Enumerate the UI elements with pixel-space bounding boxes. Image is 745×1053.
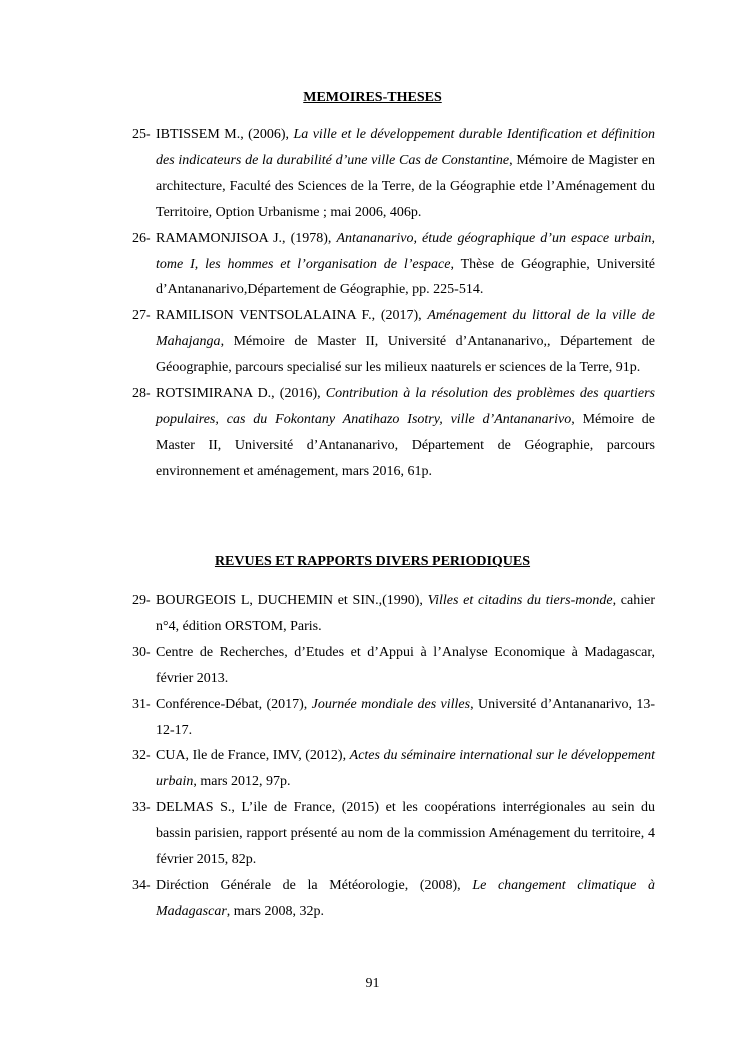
entry-author: CUA, Ile de France, IMV, (2012), bbox=[156, 748, 350, 764]
entry-number: 31- bbox=[132, 696, 151, 712]
entry-title: Le changement climatique à Madagascar bbox=[156, 877, 655, 919]
bibliography-entry-28 bbox=[132, 381, 655, 485]
entry-number: 25- bbox=[132, 127, 151, 142]
entry-number: 26- bbox=[132, 230, 151, 246]
bibliography-entry-26 bbox=[132, 226, 655, 304]
entry-details: , Mémoire de Master II, Université d’Antananarivo,, Département de Géoographie, parcours specialisé sur les milieux naaturels er sciences de la Terre, 91p. bbox=[156, 334, 655, 376]
entry-author: Centre de Recherches, d’Etudes et d’Appui à l’Analyse Economique à Madagascar, février 2013. bbox=[156, 644, 655, 686]
entry-title: Contribution à la résolution des problèmes des quartiers populaires, cas du Fokontany Anatihazo Isotry, ville d’Antananarivo bbox=[156, 386, 656, 427]
bibliography-entry-27 bbox=[132, 303, 655, 381]
bibliography-list-memoires bbox=[132, 122, 655, 485]
entry-details: , Thèse de Géographie, Université d’Antananarivo,Département de Géographie, pp. 225-514. bbox=[156, 256, 655, 298]
entry-details: , mars 2008, 32p. bbox=[226, 903, 324, 919]
entry-author: IBTISSEM M., (2006), bbox=[156, 127, 294, 142]
section-heading-memoires-theses: MEMOIRES-THESES bbox=[303, 90, 442, 105]
entry-number: 30- bbox=[132, 644, 151, 660]
entry-author: RAMILISON VENTSOLALAINA F., (2017), bbox=[156, 308, 428, 324]
entry-author: Diréction Générale de la Météorologie, (2008), bbox=[156, 877, 473, 893]
entry-author: ROTSIMIRANA D., (2016), bbox=[156, 386, 326, 402]
section-heading-revues-rapports: REVUES ET RAPPORTS DIVERS PERIODIQUES bbox=[214, 554, 531, 569]
bibliography-entry-30 bbox=[132, 640, 655, 692]
entry-title: Aménagement du littoral de la ville de Mahajanga bbox=[156, 308, 655, 350]
bibliography-entry-34 bbox=[132, 873, 655, 925]
entry-details: , mars 2012, 97p. bbox=[193, 774, 291, 790]
entry-details: , Mémoire de Master II, Université d’Antananarivo, Département de Géographie, parcours environnement et aménagement, mars 2016, 61p. bbox=[156, 411, 656, 479]
page-number: 91 bbox=[365, 976, 380, 991]
entry-author: Conférence-Débat, (2017), bbox=[156, 696, 312, 712]
entry-title: Antananarivo, étude géographique d’un espace urbain, tome I, les hommes et l’organisation de l’espace bbox=[156, 230, 655, 272]
entry-title: La ville et le développement durable Identification et définition des indicateurs de la durabilité d’une ville Cas de Constantine bbox=[156, 127, 656, 168]
entry-number: 33- bbox=[132, 800, 151, 816]
entry-title: Villes et citadins du tiers-monde bbox=[427, 593, 613, 608]
entry-number: 34- bbox=[132, 877, 151, 893]
entry-details: , cahier n°4, édition ORSTOM, Paris. bbox=[156, 593, 655, 634]
bibliography-entry-32 bbox=[132, 743, 655, 795]
entry-author: BOURGEOIS L, DUCHEMIN et SIN.,(1990), bbox=[156, 593, 428, 608]
bibliography-entry-31 bbox=[132, 692, 655, 744]
entry-number: 27- bbox=[132, 308, 151, 324]
entry-author: RAMAMONJISOA J., (1978), bbox=[156, 230, 337, 246]
bibliography-entry-29 bbox=[132, 588, 655, 640]
entry-details: , Université d’Antananarivo, 13-12-17. bbox=[156, 696, 655, 738]
bibliography-entry-33 bbox=[132, 795, 655, 873]
entry-author: DELMAS S., L’ile de France, (2015) et les coopérations interrégionales au sein du bassin parisien, rapport présenté au nom de la commission Aménagement du territoire, 4 février 2015, 82p. bbox=[156, 800, 655, 868]
bibliography-list-revues bbox=[132, 588, 655, 925]
entry-details: , Mémoire de Magister en architecture, Faculté des Sciences de la Terre, de la Géographie etde l’Aménagement du Territoire, Option Urbanisme ; mai 2006, 406p. bbox=[156, 152, 656, 220]
entry-title: Journée mondiale des villes bbox=[311, 696, 471, 712]
entry-number: 29- bbox=[132, 593, 151, 608]
entry-number: 32- bbox=[132, 748, 151, 764]
bibliography-entry-25 bbox=[132, 122, 655, 226]
entry-title: Actes du séminaire international sur le développement urbain bbox=[156, 748, 655, 790]
entry-number: 28- bbox=[132, 386, 151, 402]
